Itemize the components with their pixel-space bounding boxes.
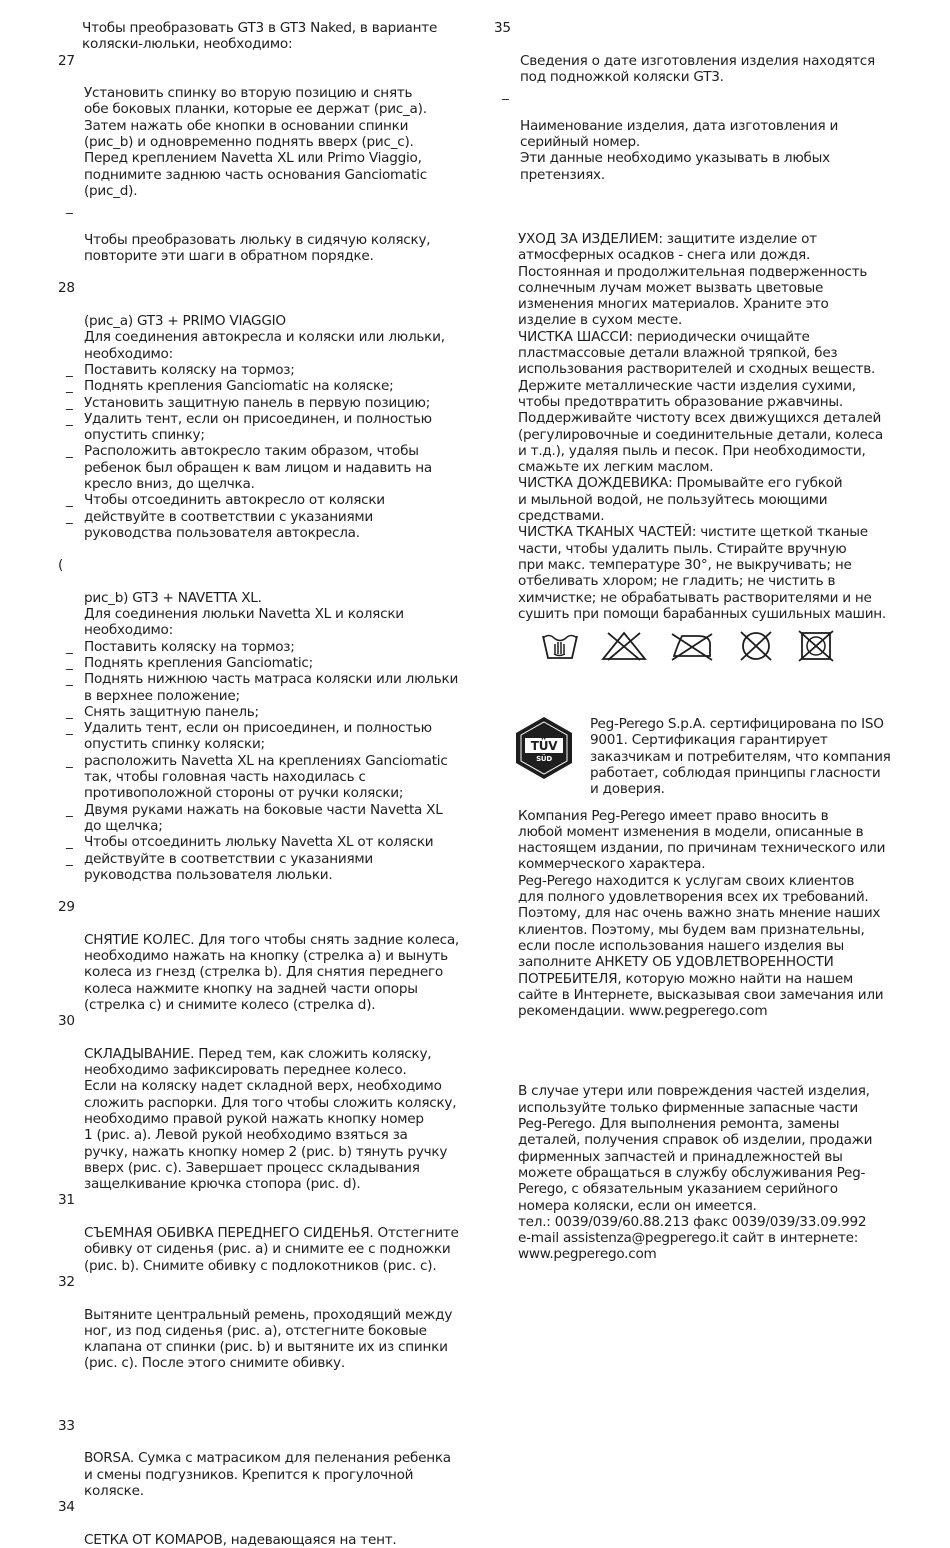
dash-marker: _ [66, 834, 73, 851]
item-header: (рис_a) GT3 + PRIMO VIAGGIO Для соединения автокресла и коляски или люльки, необходимо: [84, 313, 445, 362]
dash-marker: _ [66, 199, 73, 216]
list-item [58, 720, 460, 753]
list-item-text: Поднять крепления Ganciomatic на коляске; [84, 378, 394, 395]
list-item [58, 851, 460, 884]
item-30 [58, 1013, 460, 1192]
list-item [58, 802, 460, 835]
item-34 [58, 1499, 460, 1548]
dash-marker: _ [66, 492, 73, 509]
item-text: СКЛАДЫВАНИЕ. Перед тем, как сложить коляску, необходимо зафиксировать переднее колесо. Если на коляску надет складной верх, необходимо сложить распорки. Для того чтобы сложить коляску, необходимо правой рукой нажать кнопку номер 1 (рис. a). Левой рукой необходимо взяться за ручку, нажать кнопку номер 2 (рис. b) тянуть ручку вверх (рис. c). Завершает процесс складывания защелкивание крючка стопора (рис. d). [84, 1045, 457, 1193]
tuv-logo-icon [512, 716, 576, 780]
list-item-text: действуйте в соответствии с указаниями руководства пользователя люльки. [84, 850, 373, 883]
right-column [494, 20, 894, 1263]
list-item-text: Поднять нижнюю часть матраса коляски или люльки в верхнее положение; [84, 671, 459, 704]
dash-marker: _ [66, 361, 73, 378]
item-number: 34 [58, 1499, 75, 1516]
item-32 [58, 1274, 460, 1372]
item-28 [58, 280, 460, 361]
dash-marker: _ [66, 654, 73, 671]
list-item [58, 411, 460, 444]
item-text: Сведения о дате изготовления изделия находятся под подножкой коляски GT3. [520, 52, 875, 85]
certification-text: Peg-Perego S.p.A. сертифицирована по ISO 9001. Сертификация гарантирует заказчикам и потребителям, что компания работает, соблюдая принципы гласности и доверия. [590, 716, 891, 798]
list-item [58, 655, 460, 671]
list-item [58, 492, 460, 508]
list-item-text: Поставить коляску на тормоз; [84, 638, 295, 655]
item-number: 29 [58, 899, 75, 916]
list-item-text: Поднять крепления Ganciomatic; [84, 654, 313, 671]
no-iron-icon [668, 630, 716, 662]
item-35-sub [494, 85, 894, 183]
item-header: рис_b) GT3 + NAVETTA XL. Для соединения люльки Navetta XL и коляски необходимо: [84, 589, 404, 639]
item-text: СЕТКА ОТ КОМАРОВ, надевающаяся на тент. [84, 1531, 397, 1548]
item-text: Вытяните центральный ремень, проходящий между ног, из под сиденья (рис. a), отстегните боковые клапана от спинки (рис. b) и вытяните их из спинки (рис. c). После этого снимите обивку. [84, 1306, 453, 1372]
list-item-text: Чтобы отсоединить автокресло от коляски [84, 492, 385, 509]
intro-paragraph: Чтобы преобразовать GT3 в GT3 Naked, в варианте коляски-люльки, необходимо: [82, 20, 438, 53]
list-item [58, 395, 460, 411]
care-icons [494, 628, 894, 664]
no-tumble-dry-icon [796, 630, 836, 662]
list-item-text: Чтобы отсоединить люльку Navetta XL от коляски [84, 834, 434, 851]
item-text: Установить спинку во вторую позицию и снять обе боковых планки, которые ее держат (рис_a). Затем нажать обе кнопки в основании спинки (рис_b) и одновременно поднять вверх (рис_c). Перед креплением Navetta XL или Primo Viaggio, поднимите заднюю часть основания Ganciomatic (рис_d). [84, 85, 427, 199]
list-item [58, 509, 460, 542]
list-item-text: Поставить коляску на тормоз; [84, 361, 295, 378]
list-item [58, 443, 460, 492]
list-item [58, 639, 460, 655]
item-28-steps [58, 362, 460, 541]
list-item-text: расположить Navetta XL на креплениях Ganciomatic так, чтобы головная часть находилась с противоположной стороны от ручки коляски; [84, 752, 448, 802]
dash-marker: _ [66, 671, 73, 688]
item-text: BORSA. Сумка с матрасиком для пеленания ребенка и смены подгузников. Крепится к прогулочной коляске. [84, 1450, 451, 1499]
list-item [58, 362, 460, 378]
item-number: 33 [58, 1417, 75, 1434]
list-item-text: Установить защитную панель в первую позицию; [84, 394, 431, 411]
dash-marker: _ [66, 410, 73, 427]
item-number: 27 [58, 52, 75, 69]
list-item [58, 378, 460, 394]
item-31 [58, 1192, 460, 1273]
item-33 [58, 1418, 460, 1499]
care-paragraph: УХОД ЗА ИЗДЕЛИЕМ: защитите изделие от атмосферных осадков - снега или дождя. Постоянная и продолжительная подверженность солнечным лучам может вызвать цветовые изменения многих материалов. Храните это изделие в сухом месте. ЧИСТКА ШАССИ: периодически очищайте пластмассовые детали влажной тряпкой, без использования растворителей и сходных веществ. Держите металлические части изделия сухими, чтобы предотвратить образование ржавчины. Поддерживайте чистоту всех движущихся деталей (регулировочные и соединительные детали, колеса и т.д.), удаляя пыль и песок. При необходимости, смажьте их легким маслом. ЧИСТКА ДОЖДЕВИКА: Промывайте его губкой и мыльной водой, не пользуйтесь моющими средствами. ЧИСТКА ТКАНЫХ ЧАСТЕЙ: чистите щеткой тканые части, чтобы удалить пыль. Стирайте вручную при макс. температуре 30°, не выкручивать; не отбеливать хлором; не гладить; не чистить в химчистке; не обрабатывать растворителями и не сушить при помощи барабанных сушильных машин. [518, 230, 887, 622]
list-item-text: действуйте в соответствии с указаниями руководства пользователя автокресла. [84, 508, 373, 541]
item-number: ( [58, 557, 64, 574]
item-27 [58, 53, 460, 200]
item-28b-steps [58, 639, 460, 883]
list-item [58, 834, 460, 850]
dash-marker: _ [66, 638, 73, 655]
item-text: Наименование изделия, дата изготовления и серийный номер. Эти данные необходимо указывать в любых претензиях. [520, 117, 839, 183]
item-number: 30 [58, 1013, 75, 1030]
dash-marker: _ [66, 801, 73, 818]
list-item-text: Снять защитную панель; [84, 703, 259, 720]
dash-marker: _ [66, 703, 73, 720]
item-28b [58, 557, 460, 638]
item-text: СНЯТИЕ КОЛЕС. Для того чтобы снять задние колеса, необходимо нажать на кнопку (стрелка a) и вынуть колеса из гнезд (стрелка b). Для снятия переднего колеса нажмите кнопку на задней части опоры (стрелка c) и снимите колесо (стрелка d). [84, 931, 459, 1013]
item-27-sub [58, 199, 460, 264]
dash-marker: _ [66, 508, 73, 525]
item-35 [494, 20, 894, 85]
dash-marker: _ [66, 752, 73, 769]
list-item-text: Двумя руками нажать на боковые части Navetta XL до щелчка; [84, 801, 443, 834]
list-item-text: Удалить тент, если он присоединен, и полностью опустить спинку; [84, 410, 432, 444]
item-29 [58, 899, 460, 1013]
no-dry-clean-icon [736, 630, 776, 662]
list-item [58, 671, 460, 704]
company-paragraph: Компания Peg-Perego имеет право вносить в любой момент изменения в модели, описанные в настоящем издании, по причинам технического или коммерческого характера. Peg-Perego находится к услугам своих клиентов для полного удовлетворения всех их требований. Поэтому, для нас очень важно знать мнение наших клиентов. Поэтому, мы будем вам признательны, если после использования нашего изделия вы заполните АНКЕТУ ОБ УДОВЛЕТВОРЕННОСТИ ПОТРЕБИТЕЛЯ, которую можно найти на нашем сайте в Интернете, высказывая свои замечания или рекомендации. www.pegperego.com [518, 807, 886, 1020]
item-text: Чтобы преобразовать люльку в сидячую коляску, повторите эти шаги в обратном порядке. [84, 231, 431, 265]
item-number: 31 [58, 1192, 75, 1209]
dash-marker: _ [66, 720, 73, 737]
item-text: СЪЕМНАЯ ОБИВКА ПЕРЕДНЕГО СИДЕНЬЯ. Отстегните обивку от сиденья (рис. a) и снимите ее с подножки (рис. b). Снимите обивку с подлокотников (рис. c). [84, 1225, 459, 1274]
list-item-text: Расположить автокресло таким образом, чтобы ребенок был обращен к вам лицом и надавить на кресло вниз, до щелчка. [84, 443, 432, 493]
dash-marker: _ [66, 850, 73, 867]
left-column [58, 20, 460, 1548]
item-number: 35 [494, 20, 511, 36]
list-item-text: Удалить тент, если он присоединен, и полностью опустить спинку коляски; [84, 720, 432, 753]
no-bleach-icon [600, 630, 648, 662]
dash-marker: _ [66, 443, 73, 460]
dash-marker: _ [66, 378, 73, 395]
item-number: 28 [58, 280, 75, 297]
tuv-logo-sub: SÜD [536, 755, 552, 764]
dash-marker: _ [502, 85, 509, 102]
certification-block [494, 716, 894, 797]
list-item [58, 753, 460, 802]
list-item [58, 704, 460, 720]
hand-wash-icon [540, 630, 580, 662]
dash-marker: _ [66, 394, 73, 411]
service-paragraph: В случае утери или повреждения частей изделия, используйте только фирменные запасные части Peg-Perego. Для выполнения ремонта, замены деталей, получения справок об изделии, продажи фирменных запчастей и принадлежностей вы можете обращаться в службу обслуживания Peg- Perego, с обязательным указанием серийного номера коляски, если он имеется. тел.: 0039/039/60.88.213 факс 0039/039/33.09.992 e-mail assistenza@pegperego.it сайт в интернете: www.pegperego.com [518, 1083, 873, 1263]
tuv-logo-text: TÜV [530, 739, 558, 754]
item-number: 32 [58, 1273, 75, 1290]
